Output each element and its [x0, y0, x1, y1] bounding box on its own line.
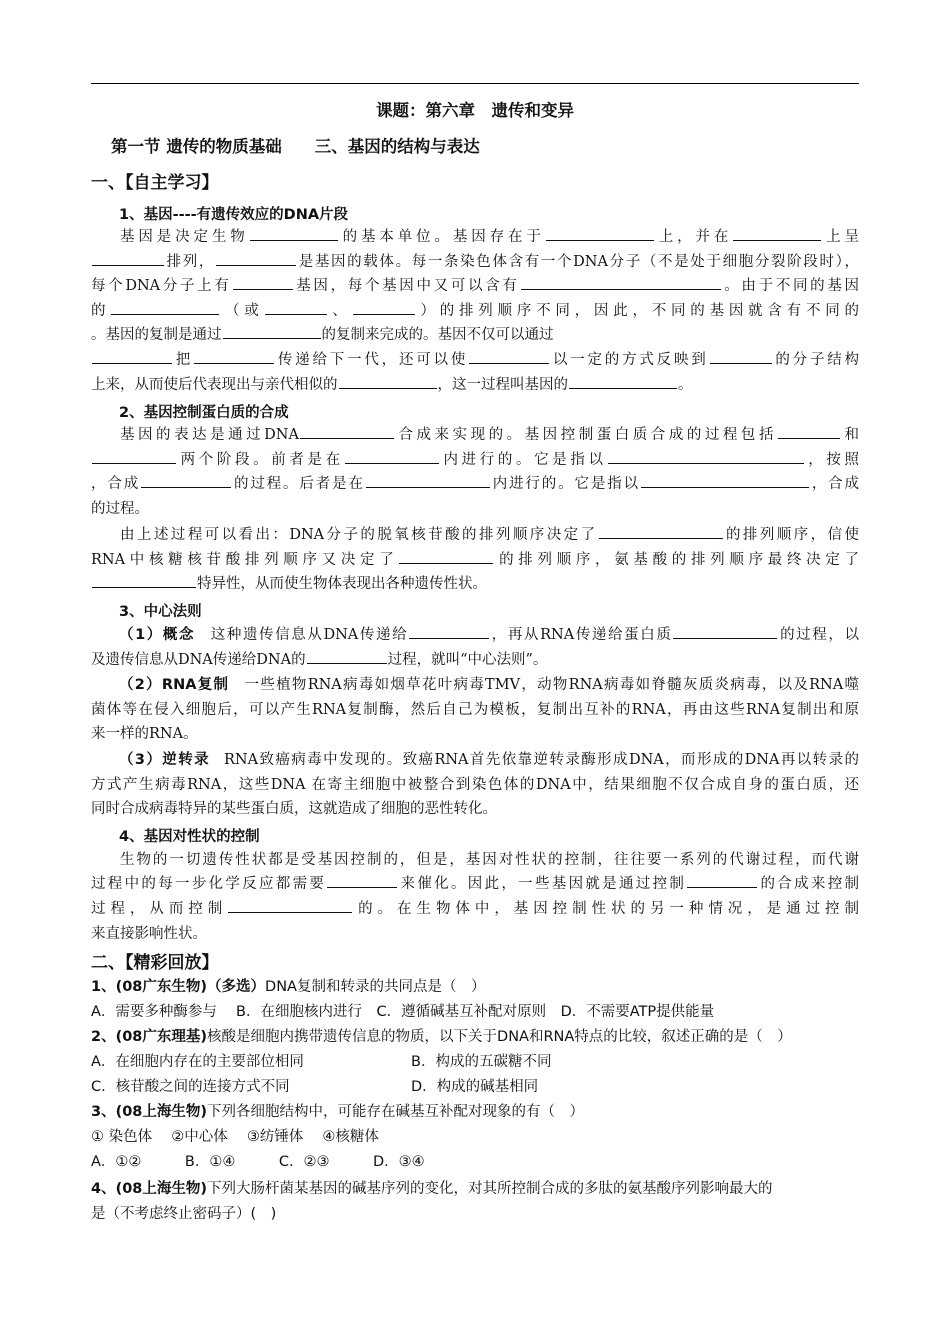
- blank: [546, 225, 654, 241]
- c1-line-1: （1）概念 这种遗传信息从DNA传递给 ，再从RNA传递给蛋白质 的过程，以: [91, 623, 859, 647]
- heading-gene: 1、基因----有遗传效应的DNA片段: [119, 207, 349, 223]
- blank: [250, 225, 338, 241]
- blank: [216, 250, 296, 266]
- blank: [521, 274, 721, 290]
- p1-line-3: 每个DNA分子上有 基因，每个基因中又可以含有 。由于不同的基因: [91, 274, 859, 298]
- heading-self-study: 一、【自主学习】: [91, 173, 219, 193]
- blank: [141, 472, 231, 488]
- p3-line-3: 特异性，从而使生物体表现出各种遗传性状。: [91, 572, 859, 596]
- c1-line-2: 及遗传信息从DNA传递给DNA的 过程，就叫“中心法则”。: [91, 648, 859, 672]
- blank: [366, 472, 490, 488]
- blank: [569, 373, 677, 389]
- c2-line-2: 菌体等在侵入细胞后，可以产生RNA复制酶，然后自己为模板，复制出互补的RNA，再由这些RNA复制出和原: [91, 702, 859, 718]
- blank: [641, 472, 809, 488]
- blank: [300, 423, 394, 439]
- p1-line-6: 把 传递给下一代，还可以使 以一定的方式反映到 的分子结构: [91, 348, 859, 372]
- p1-line-7: 上来，从而使后代表现出与亲代相似的 ，这一过程叫基因的 。: [91, 373, 859, 397]
- question-1-options: A．需要多种酶参与 B．在细胞核内进行 C．遵循碱基互补配对原则 D．不需要ATP提供能量: [91, 1004, 715, 1020]
- p2-line-3: ，合成 的过程。后者是在 内进行的。它是指以 ，合成: [91, 472, 859, 496]
- p3-line-2: RNA中核糖核苷酸排列顺序又决定了 的排列顺序，氨基酸的排列顺序最终决定了: [91, 548, 859, 572]
- blank: [92, 250, 164, 266]
- blank: [339, 373, 437, 389]
- blank: [353, 299, 415, 315]
- p1-line-2: 排列， 是基因的载体。每一条染色体含有一个DNA分子（不是处于细胞分裂阶段时），: [91, 250, 859, 274]
- heading-central-dogma: 3、中心法则: [119, 604, 202, 620]
- c2-line-3: 来一样的RNA。: [91, 726, 198, 742]
- heading-review: 二、【精彩回放】: [91, 953, 219, 973]
- blank: [327, 872, 397, 888]
- heading-protein-synthesis: 2、基因控制蛋白质的合成: [119, 405, 289, 421]
- heading-gene-trait: 4、基因对性状的控制: [119, 829, 260, 845]
- p2-line-2: 两个阶段。前者是在 内进行的。它是指以 ，按照: [91, 448, 859, 472]
- blank: [469, 348, 549, 364]
- blank: [223, 323, 321, 339]
- p2-line-4: 的过程。: [91, 501, 149, 517]
- top-rule: [91, 83, 859, 84]
- question-4-cont: 是（不考虑终止密码子）( ): [91, 1206, 277, 1222]
- question-3: 3、(08上海生物)下列各细胞结构中，可能存在碱基互补配对现象的有（ ）: [91, 1104, 585, 1120]
- p2-line-1: 基因的表达是通过DNA 合成来实现的。基因控制蛋白质合成的过程包括 和: [91, 423, 859, 447]
- p4-line-3: 过程，从而控制 的。在生物体中，基因控制性状的另一种情况，是通过控制: [91, 897, 859, 921]
- p4-line-2: 过程中的每一步化学反应都需要 来催化。因此，一些基因就是通过控制 的合成来控制: [91, 872, 859, 896]
- p4-line-4: 来直接影响性状。: [91, 926, 207, 942]
- p1-line-1: 基因是决定生物 的基本单位。基因存在于 上，并在 上呈: [91, 225, 859, 249]
- question-3-items: ① 染色体 ②中心体 ③纺锤体 ④核糖体: [91, 1129, 379, 1145]
- question-2: 2、(08广东理基)核酸是细胞内携带遗传信息的物质，以下关于DNA和RNA特点的比较，叙述正确的是（ ）: [91, 1029, 792, 1045]
- p3-line-1: 由上述过程可以看出：DNA分子的脱氧核苷酸的排列顺序决定了 的排列顺序，信使: [91, 523, 859, 547]
- question-3-options: A．①② B．①④ C．②③ D．③④: [91, 1154, 425, 1170]
- blank: [92, 572, 196, 588]
- p1-line-5: 。基因的复制是通过 的复制来完成的。基因不仅可以通过: [91, 323, 859, 347]
- blank: [409, 623, 489, 639]
- p1-line-4: 的 （或 、 ）的排列顺序不同，因此，不同的基因就含有不同的: [91, 299, 859, 323]
- blank: [608, 448, 804, 464]
- blank: [710, 348, 772, 364]
- blank: [111, 299, 219, 315]
- blank: [228, 897, 352, 913]
- blank: [673, 623, 777, 639]
- blank: [233, 274, 293, 290]
- blank: [778, 423, 840, 439]
- blank: [599, 523, 723, 539]
- blank: [345, 448, 439, 464]
- question-1: 1、(08广东生物)（多选）DNA复制和转录的共同点是（ ）: [91, 979, 486, 995]
- c2-line-1: （2）RNA复制 一些植物RNA病毒如烟草花叶病毒TMV，动物RNA病毒如脊髓灰质炎病毒，以及RNA噬: [119, 677, 859, 693]
- blank: [92, 448, 176, 464]
- blank: [307, 648, 387, 664]
- question-2-options-ab: A．在细胞内存在的主要部位相同 B．构成的五碳糖不同: [91, 1054, 552, 1070]
- blank: [265, 299, 327, 315]
- question-4: 4、(08上海生物)下列大肠杆菌某基因的碱基序列的变化，对其所控制合成的多肽的氨基酸序列影响最大的: [91, 1181, 773, 1197]
- blank: [194, 348, 274, 364]
- blank: [92, 348, 172, 364]
- question-2-options-cd: C．核苷酸之间的连接方式不同 D．构成的碱基相同: [91, 1079, 539, 1095]
- page-title: 课题：第六章 遗传和变异: [376, 101, 574, 120]
- c3-line-1: （3）逆转录 RNA致癌病毒中发现的。致癌RNA首先依靠逆转录酶形成DNA，而形成的DNA再以转录的: [119, 752, 859, 768]
- p4-line-1: 生物的一切遗传性状都是受基因控制的，但是，基因对性状的控制，往往要一系列的代谢过程，而代谢: [120, 852, 859, 868]
- c3-line-2: 方式产生病毒RNA，这些DNA 在寄主细胞中被整合到染色体的DNA中，结果细胞不仅合成自身的蛋白质，还: [91, 777, 859, 793]
- section-subtitle: 第一节 遗传的物质基础 三、基因的结构与表达: [111, 137, 480, 156]
- c3-line-3: 同时合成病毒特异的某些蛋白质，这就造成了细胞的恶性转化。: [91, 801, 497, 817]
- blank: [733, 225, 821, 241]
- blank: [399, 548, 493, 564]
- blank: [687, 872, 757, 888]
